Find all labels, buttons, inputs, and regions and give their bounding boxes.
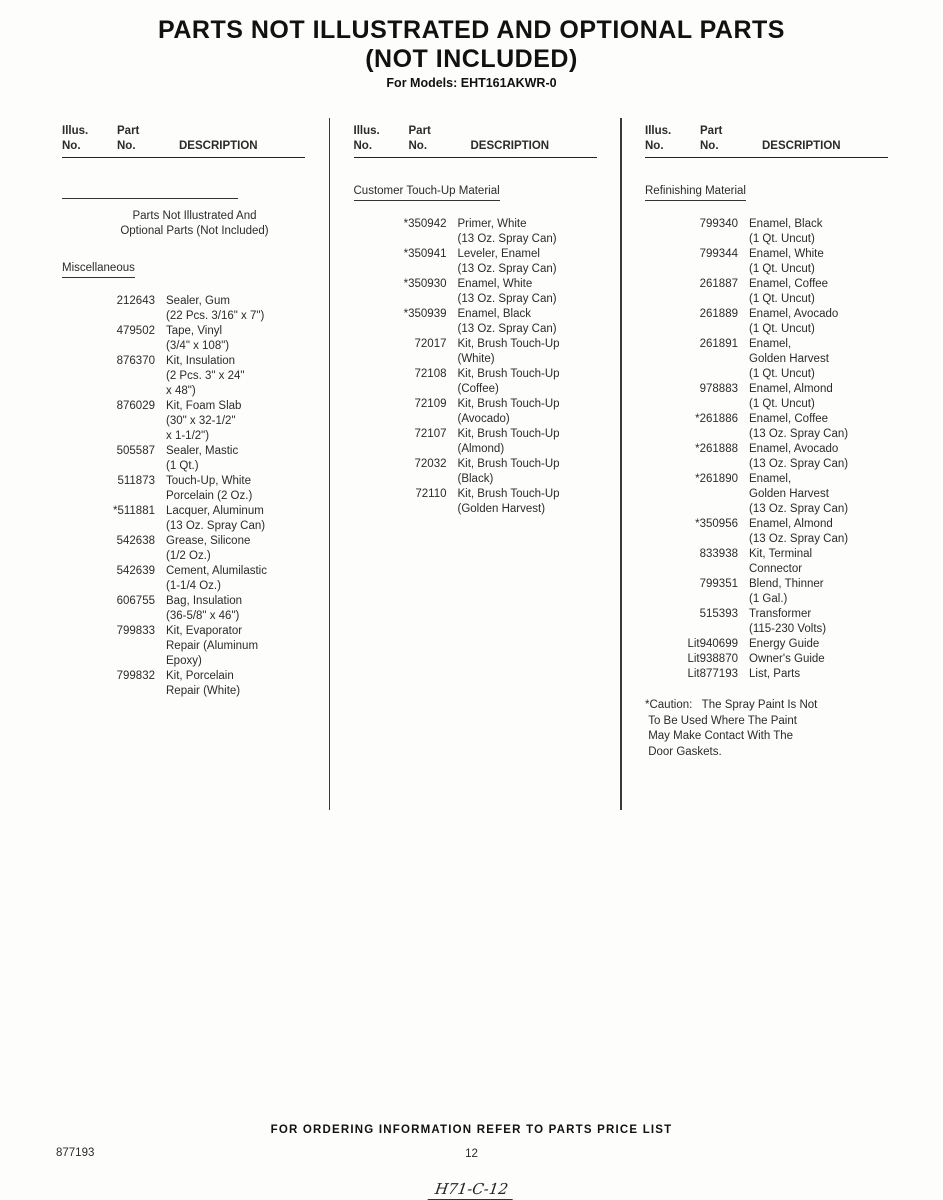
part-description: Kit, Terminal Connector xyxy=(749,548,813,575)
part-number: 261889 xyxy=(699,308,738,320)
page-number: 12 xyxy=(465,1148,478,1160)
column1-divider-line xyxy=(62,198,238,199)
column-touch-up xyxy=(354,124,597,810)
column-refinishing xyxy=(645,124,888,810)
header-part-no: Part No. xyxy=(700,125,723,152)
part-description: Enamel, White (13 Oz. Spray Can) xyxy=(457,278,557,305)
part-row xyxy=(62,324,305,354)
part-row xyxy=(645,277,888,307)
column-header xyxy=(645,124,888,158)
part-row xyxy=(62,594,305,624)
part-number: *511881 xyxy=(113,505,155,517)
part-row xyxy=(354,277,597,307)
part-row xyxy=(62,624,305,669)
column-miscellaneous xyxy=(62,124,305,810)
page-title xyxy=(0,16,943,74)
part-row xyxy=(354,307,597,337)
handwritten-annotation: H71-C-12 xyxy=(0,1180,943,1200)
part-row xyxy=(645,637,888,652)
part-number: 515393 xyxy=(699,608,738,620)
ordering-info-note: FOR ORDERING INFORMATION REFER TO PARTS PRICE LIST xyxy=(270,1124,673,1136)
part-row xyxy=(645,577,888,607)
part-description: Blend, Thinner (1 Gal.) xyxy=(749,578,824,605)
part-description: Sealer, Gum (22 Pcs. 3/16" x 7") xyxy=(166,295,265,322)
part-description: Enamel, Avocado (1 Qt. Uncut) xyxy=(749,308,839,335)
part-row xyxy=(354,457,597,487)
part-description: Transformer (115-230 Volts) xyxy=(749,608,827,635)
part-number: 799344 xyxy=(699,248,738,260)
parts-list-refinishing xyxy=(645,217,888,682)
part-row xyxy=(645,547,888,577)
document-number: 877193 xyxy=(56,1147,95,1159)
part-row xyxy=(645,412,888,442)
part-description: Kit, Brush Touch-Up (White) xyxy=(457,338,560,365)
part-number: 72017 xyxy=(414,338,447,350)
part-number: *350930 xyxy=(403,278,447,290)
part-description: Leveler, Enamel (13 Oz. Spray Can) xyxy=(457,248,557,275)
part-description: Kit, Brush Touch-Up (Almond) xyxy=(457,428,560,455)
part-row xyxy=(645,442,888,472)
part-row xyxy=(645,472,888,517)
part-number: 799351 xyxy=(699,578,738,590)
part-description: Kit, Evaporator Repair (Aluminum Epoxy) xyxy=(166,625,259,667)
part-description: Kit, Brush Touch-Up (Golden Harvest) xyxy=(457,488,560,515)
parts-columns xyxy=(62,124,888,810)
part-number: *261890 xyxy=(695,473,738,485)
part-number: Lit938870 xyxy=(687,653,738,665)
header-description: DESCRIPTION xyxy=(762,140,841,152)
part-number: 542638 xyxy=(116,535,155,547)
part-description: Kit, Insulation (2 Pcs. 3" x 24" x 48") xyxy=(166,355,245,397)
part-description: Enamel, Almond (1 Qt. Uncut) xyxy=(749,383,833,410)
section-title-refinishing: Refinishing Material xyxy=(645,184,746,201)
part-row xyxy=(62,354,305,399)
part-row xyxy=(645,652,888,667)
section-title-miscellaneous: Miscellaneous xyxy=(62,261,135,278)
part-row xyxy=(354,217,597,247)
part-row xyxy=(354,337,597,367)
part-number: 72032 xyxy=(414,458,447,470)
part-number: 261891 xyxy=(699,338,738,350)
part-description: Energy Guide xyxy=(749,638,820,650)
part-row xyxy=(62,474,305,504)
part-number: 542639 xyxy=(116,565,155,577)
part-number: Lit940699 xyxy=(687,638,738,650)
part-row xyxy=(354,367,597,397)
section-title-touch-up: Customer Touch-Up Material xyxy=(354,184,500,201)
header-illus-no: Illus. No. xyxy=(645,125,672,152)
part-row xyxy=(645,667,888,682)
section-note: Parts Not Illustrated And Optional Parts (Not Included) xyxy=(120,210,269,237)
part-number: *350939 xyxy=(403,308,447,320)
part-row xyxy=(645,247,888,277)
part-number: 606755 xyxy=(116,595,155,607)
header-part-no: Part No. xyxy=(117,125,140,152)
part-description: Cement, Alumilastic (1-1/4 Oz.) xyxy=(166,565,267,592)
part-number: *261888 xyxy=(695,443,738,455)
part-row xyxy=(62,534,305,564)
part-row xyxy=(645,382,888,412)
part-number: 876029 xyxy=(116,400,155,412)
part-description: Kit, Brush Touch-Up (Black) xyxy=(457,458,560,485)
header-part-no: Part No. xyxy=(408,125,431,152)
part-description: Enamel, Coffee (13 Oz. Spray Can) xyxy=(749,413,849,440)
part-row xyxy=(62,504,305,534)
part-row xyxy=(645,607,888,637)
part-description: Touch-Up, White Porcelain (2 Oz.) xyxy=(166,475,253,502)
part-number: 799340 xyxy=(699,218,738,230)
column-header xyxy=(62,124,305,158)
header-description: DESCRIPTION xyxy=(470,140,550,152)
header-description: DESCRIPTION xyxy=(179,140,258,152)
part-description: Enamel, Almond (13 Oz. Spray Can) xyxy=(749,518,849,545)
part-number: 479502 xyxy=(116,325,155,337)
page-title-line1: PARTS NOT ILLUSTRATED AND OPTIONAL PARTS xyxy=(158,16,785,44)
part-description: Enamel, Black (1 Qt. Uncut) xyxy=(749,218,823,245)
part-number: 72107 xyxy=(414,428,447,440)
part-number: 261887 xyxy=(699,278,738,290)
part-description: Kit, Brush Touch-Up (Avocado) xyxy=(457,398,560,425)
column-divider-line xyxy=(620,118,622,810)
part-description: Grease, Silicone (1/2 Oz.) xyxy=(166,535,251,562)
part-description: Enamel, Coffee (1 Qt. Uncut) xyxy=(749,278,829,305)
part-description: Enamel, Black (13 Oz. Spray Can) xyxy=(457,308,557,335)
part-number: 72109 xyxy=(414,398,447,410)
part-description: Kit, Porcelain Repair (White) xyxy=(166,670,241,697)
part-row xyxy=(354,247,597,277)
part-number: 505587 xyxy=(116,445,155,457)
part-description: Primer, White (13 Oz. Spray Can) xyxy=(457,218,557,245)
header-illus-no: Illus. No. xyxy=(62,125,89,152)
part-row xyxy=(645,337,888,382)
part-row xyxy=(645,307,888,337)
part-description: Enamel, Golden Harvest (13 Oz. Spray Can) xyxy=(749,473,849,515)
part-description: Enamel, White (1 Qt. Uncut) xyxy=(749,248,824,275)
part-number: *350942 xyxy=(403,218,447,230)
part-number: 511873 xyxy=(117,475,155,487)
models-subtitle: For Models: EHT161AKWR-0 xyxy=(386,76,557,90)
part-number: 876370 xyxy=(116,355,155,367)
part-number: 978883 xyxy=(699,383,738,395)
part-number: *350956 xyxy=(695,518,738,530)
part-row xyxy=(62,399,305,444)
part-description: Owner's Guide xyxy=(749,653,825,665)
part-row xyxy=(645,517,888,547)
part-row xyxy=(62,444,305,474)
part-description: Kit, Foam Slab (30" x 32-1/2" x 1-1/2") xyxy=(166,400,242,442)
part-description: Sealer, Mastic (1 Qt.) xyxy=(166,445,239,472)
parts-list-touch-up xyxy=(354,217,597,517)
parts-list-miscellaneous xyxy=(62,294,305,699)
part-number: *350941 xyxy=(403,248,447,260)
part-row xyxy=(62,294,305,324)
part-description: Bag, Insulation (36-5/8" x 46") xyxy=(166,595,243,622)
caution-note: *Caution: The Spray Paint Is Not To Be Used Where The Paint May Make Contact With The Door Gaskets. xyxy=(645,699,818,758)
part-number: 833938 xyxy=(699,548,738,560)
part-description: List, Parts xyxy=(749,668,801,680)
part-description: Tape, Vinyl (3/4" x 108") xyxy=(166,325,230,352)
part-description: Enamel, Golden Harvest (1 Qt. Uncut) xyxy=(749,338,829,380)
page-title-line2: (NOT INCLUDED) xyxy=(365,45,578,73)
part-number: 72110 xyxy=(415,488,447,500)
part-row xyxy=(645,217,888,247)
part-description: Kit, Brush Touch-Up (Coffee) xyxy=(457,368,560,395)
part-row xyxy=(354,397,597,427)
part-description: Lacquer, Aluminum (13 Oz. Spray Can) xyxy=(166,505,266,532)
part-row xyxy=(62,669,305,699)
part-row xyxy=(354,487,597,517)
part-row xyxy=(354,427,597,457)
column-gap xyxy=(597,124,646,810)
part-row xyxy=(62,564,305,594)
part-number: Lit877193 xyxy=(687,668,738,680)
part-number: 72108 xyxy=(414,368,447,380)
part-number: 212643 xyxy=(116,295,155,307)
part-number: *261886 xyxy=(695,413,738,425)
column-gap xyxy=(305,124,354,810)
column-divider-line xyxy=(329,118,331,810)
header-illus-no: Illus. No. xyxy=(353,125,380,152)
part-description: Enamel, Avocado (13 Oz. Spray Can) xyxy=(749,443,849,470)
part-number: 799833 xyxy=(116,625,155,637)
part-number: 799832 xyxy=(116,670,155,682)
column-header xyxy=(354,124,597,158)
